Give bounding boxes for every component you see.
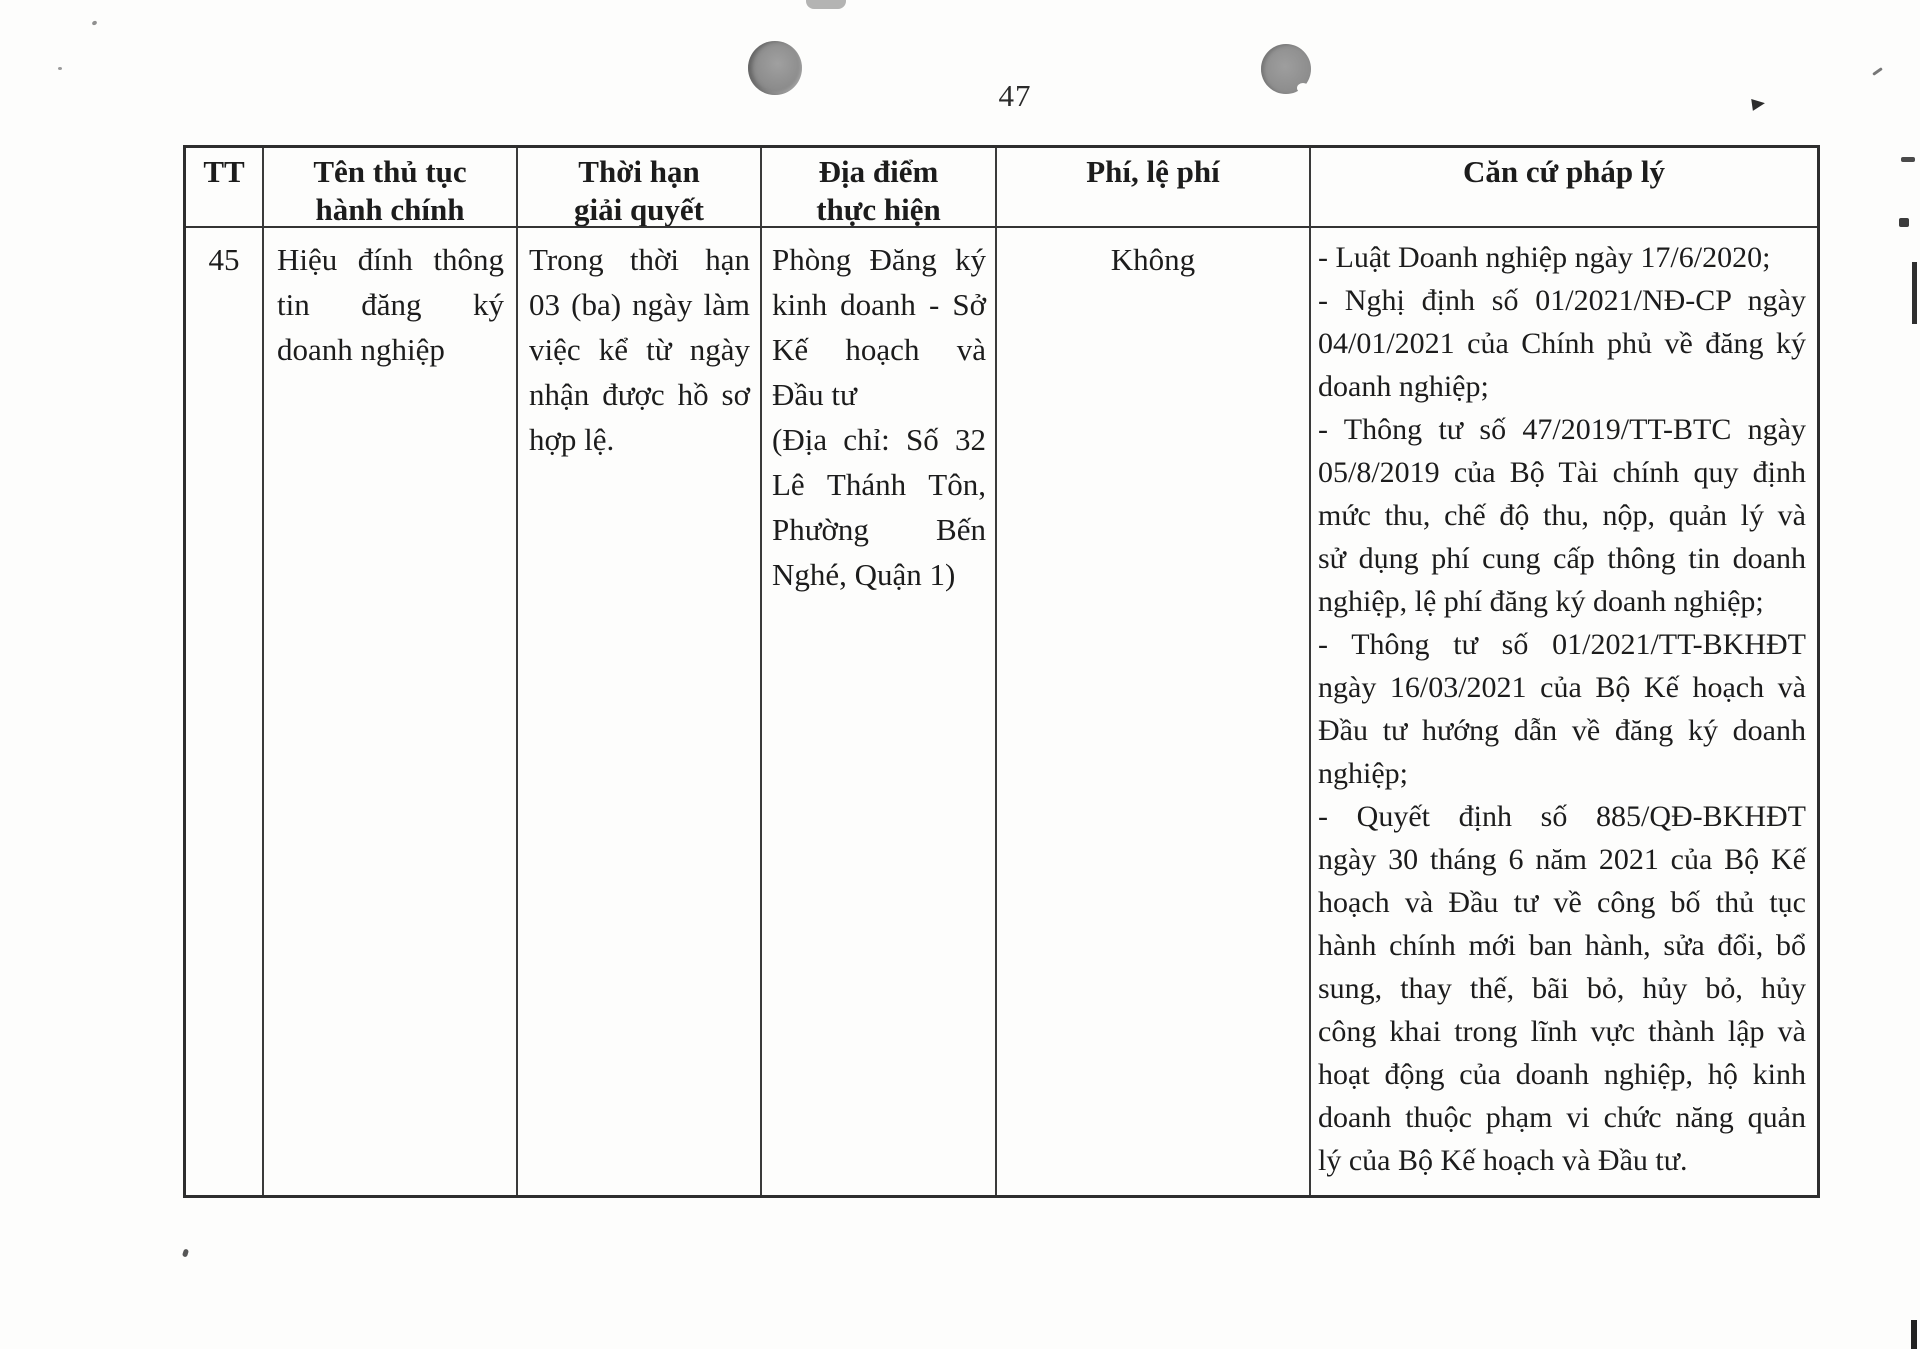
punch-hole-right-icon (1261, 44, 1311, 94)
scan-arrow-mark-icon (1751, 97, 1766, 111)
cell-tt: 45 (186, 228, 264, 1195)
col-header-tt: TT (186, 148, 264, 228)
scan-edge-mark (1911, 1320, 1917, 1349)
scan-edge-mark (1912, 262, 1917, 324)
procedures-table (183, 145, 1820, 1198)
scan-edge-mark (1899, 218, 1909, 227)
punch-hole-left-icon (748, 41, 802, 95)
page-number: 47 (998, 78, 1032, 113)
col-header-dia-diem: Địa điểm thực hiện (762, 148, 997, 228)
cell-ten-thu-tuc: Hiệu đính thông tin đăng ký doanh nghiệp (264, 228, 518, 1195)
scan-speck (58, 67, 62, 70)
scan-speck (1872, 67, 1883, 76)
col-header-thoi-han: Thời hạn giải quyết (518, 148, 762, 228)
cell-can-cu-phap-ly: - Luật Doanh nghiệp ngày 17/6/2020; - Nghị định số 01/2021/NĐ-CP ngày 04/01/2021 của Chính phủ về đăng ký doanh nghiệp; - Thông tư số 47/2019/TT-BTC ngày 05/8/2019 của Bộ Tài chính quy định mức thu, chế độ thu, nộp, quản lý và sử dụng phí cung cấp thông tin doanh nghiệp, lệ phí đăng ký doanh nghiệp; - Thông tư số 01/2021/TT-BKHĐT ngày 16/03/2021 của Bộ Kế hoạch và Đầu tư hướng dẫn về đăng ký doanh nghiệp; - Quyết định số 885/QĐ-BKHĐT ngày 30 tháng 6 năm 2021 của Bộ Kế hoạch và Đầu tư về công bố thủ tục hành chính mới ban hành, sửa đổi, bổ sung, thay thế, bãi bỏ, hủy bỏ, hủy công khai trong lĩnh vực thành lập và hoạt động của doanh nghiệp, hộ kinh doanh thuộc phạm vi chức năng quản lý của Bộ Kế hoạch và Đầu tư. (1318, 241, 1806, 1177)
cell-thoi-han: Trong thời hạn 03 (ba) ngày làm việc kể từ ngày nhận được hồ sơ hợp lệ. (518, 228, 762, 1195)
scan-edge-mark (1901, 157, 1915, 162)
col-header-can-cu: Căn cứ pháp lý (1311, 148, 1817, 228)
col-header-ten: Tên thủ tục hành chính (264, 148, 518, 228)
cell-phi-le-phi: Không (997, 228, 1311, 1195)
col-header-phi: Phí, lệ phí (997, 148, 1311, 228)
scan-smudge-top (806, 0, 846, 9)
cell-dia-diem: Phòng Đăng ký kinh doanh - Sở Kế hoạch và Đầu tư (Địa chỉ: Số 32 Lê Thánh Tôn, Phường Bến Nghé, Quận 1) (762, 228, 997, 1195)
scan-speck (91, 20, 97, 26)
scan-speck (182, 1248, 189, 1257)
